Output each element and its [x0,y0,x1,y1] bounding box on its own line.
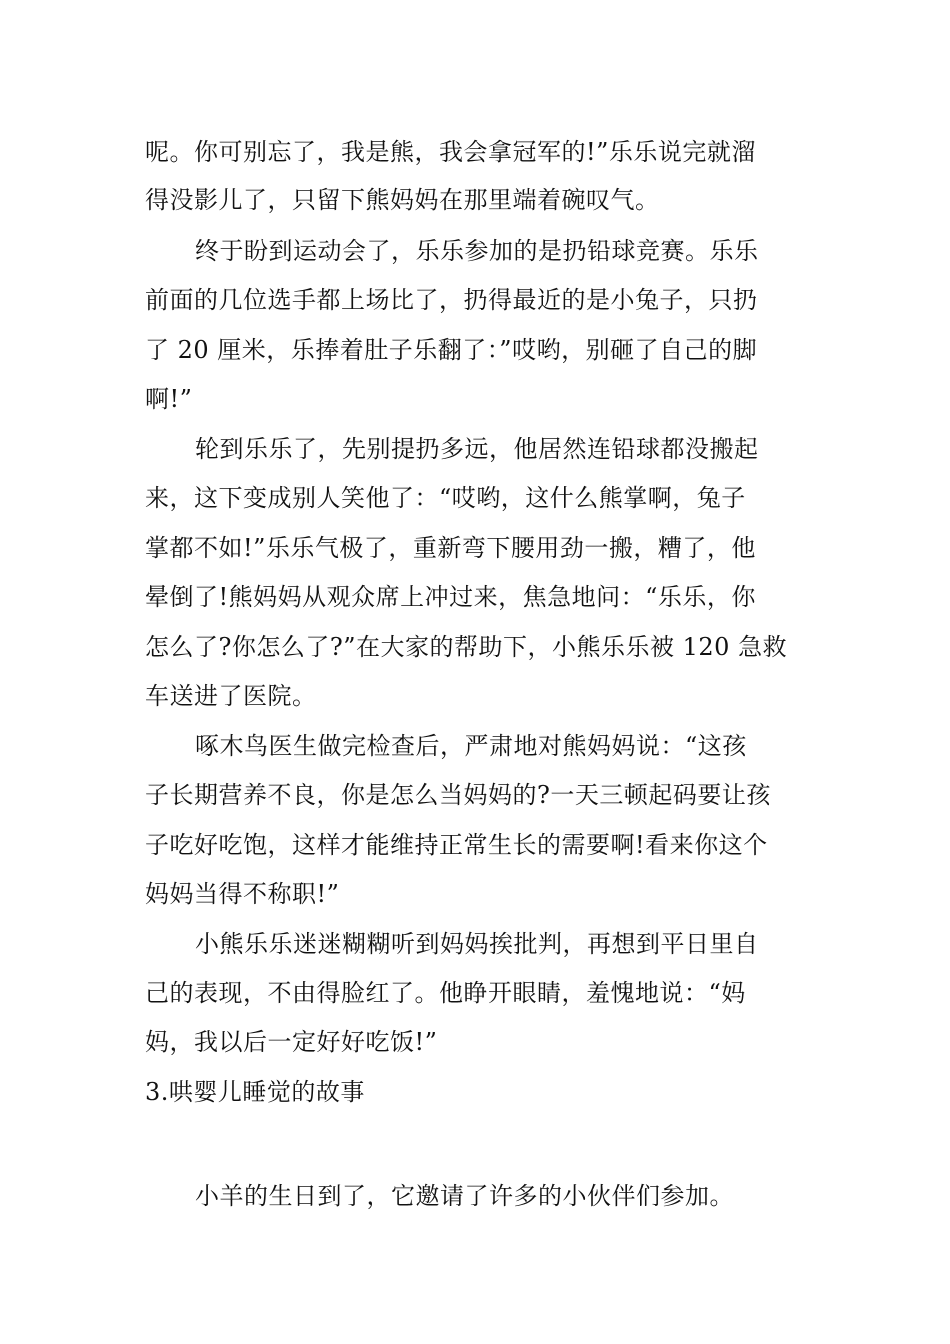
paragraph-start-line: 轮到乐乐了，先别提扔多远，他居然连铅球都没搬起 [195,435,759,463]
text-line: 掌都不如!”乐乐气极了，重新弯下腰用劲一搬，糟了，他 [145,534,756,562]
text-line: 己的表现，不由得脸红了。他睁开眼睛，羞愧地说：“妈 [145,979,746,1007]
paragraph-start-line: 小羊的生日到了，它邀请了许多的小伙伴们参加。 [195,1182,734,1210]
text-line: 妈，我以后一定好好吃饭!” [145,1028,438,1056]
text-line: 妈妈当得不称职!” [145,880,340,908]
text-line: 来，这下变成别人笑他了：“哎哟，这什么熊掌啊，兔子 [145,484,746,512]
text-line: 前面的几位选手都上场比了，扔得最近的是小兔子，只扔 [145,286,758,314]
text-line: 子长期营养不良，你是怎么当妈妈的?一天三顿起码要让孩 [145,781,771,809]
text-line: 啊!” [145,385,193,413]
text-line: 车送进了医院。 [145,682,317,710]
section-heading: 3.哄婴儿睡觉的故事 [145,1078,365,1106]
paragraph-start-line: 啄木鸟医生做完检查后，严肃地对熊妈妈说：“这孩 [195,732,747,760]
text-line: 怎么了?你怎么了?”在大家的帮助下，小熊乐乐被 120 急救 [145,633,788,661]
paragraph-start-line: 终于盼到运动会了，乐乐参加的是扔铅球竞赛。乐乐 [195,237,759,265]
text-line: 了 20 厘米，乐捧着肚子乐翻了：”哎哟，别砸了自己的脚 [145,336,758,364]
text-line: 呢。你可别忘了，我是熊，我会拿冠军的!”乐乐说完就溜 [145,138,756,166]
text-line: 晕倒了!熊妈妈从观众席上冲过来，焦急地问：“乐乐，你 [145,583,756,611]
paragraph-start-line: 小熊乐乐迷迷糊糊听到妈妈挨批判，再想到平日里自 [195,930,759,958]
text-line: 子吃好吃饱，这样才能维持正常生长的需要啊!看来你这个 [145,831,768,859]
text-line: 得没影儿了，只留下熊妈妈在那里端着碗叹气。 [145,186,660,214]
